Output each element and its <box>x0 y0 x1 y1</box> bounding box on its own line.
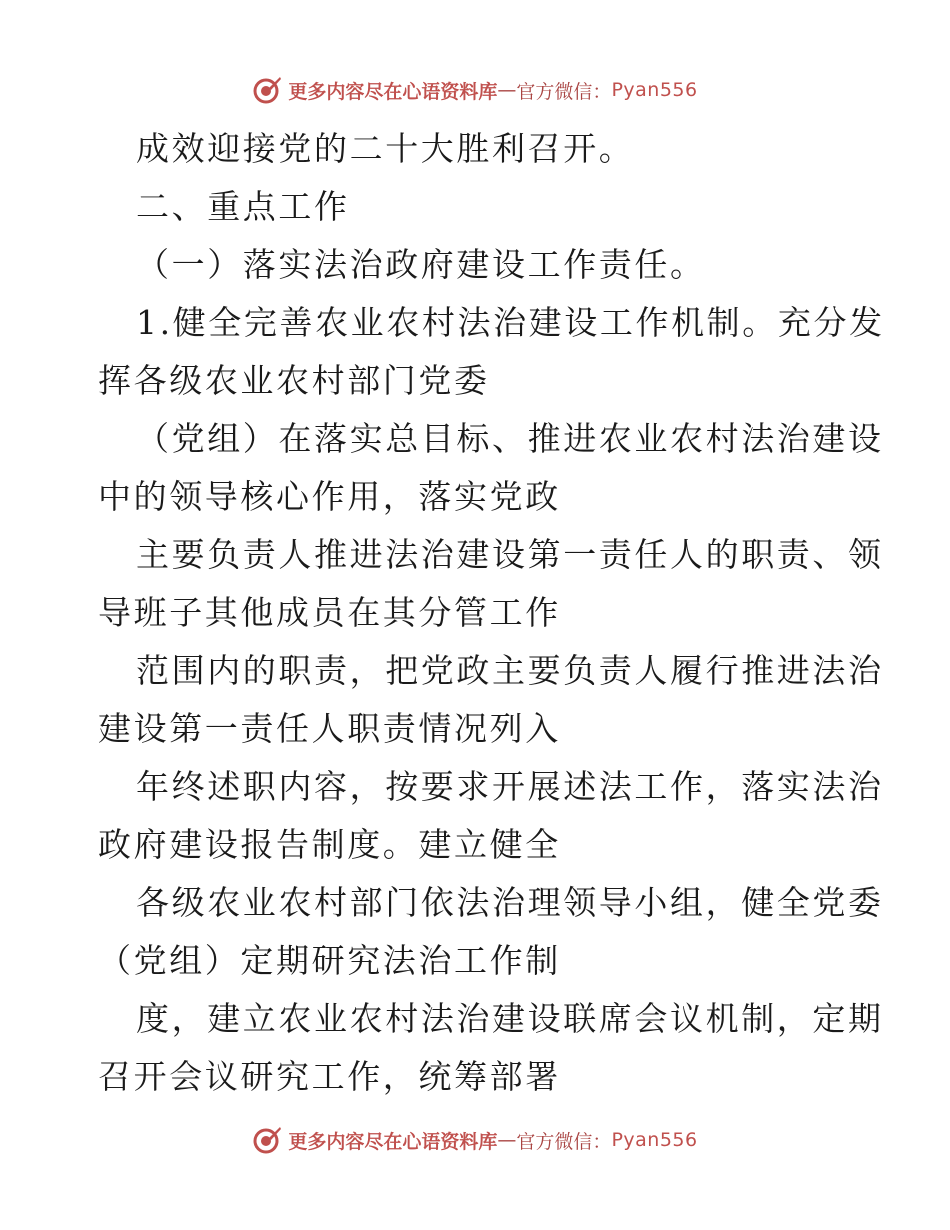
body-line: 中的领导核心作用，落实党政 <box>98 477 561 516</box>
watermark-account: Pyan556 <box>611 1129 698 1151</box>
header-watermark <box>0 70 950 110</box>
body-line: 1.健全完善农业农村法治建设工作机制。充分发 <box>136 303 885 342</box>
body-line: 度，建立农业农村法治建设联席会议机制，定期 <box>136 999 884 1038</box>
body-line: （党组）在落实总目标、推进农业农村法治建设 <box>136 419 884 458</box>
body-line: （党组）定期研究法治工作制 <box>98 941 561 980</box>
body-line: 政府建设报告制度。建立健全 <box>98 825 561 864</box>
document-body <box>98 120 885 1106</box>
body-line: 建设第一责任人职责情况列入 <box>98 709 561 748</box>
watermark-separator: — <box>497 1129 517 1151</box>
body-line: 成效迎接党的二十大胜利召开。 <box>136 129 635 168</box>
body-line: 导班子其他成员在其分管工作 <box>98 593 561 632</box>
subsection-heading: （一）落实法治政府建设工作责任。 <box>136 245 706 284</box>
pen-logo-icon <box>252 1125 282 1155</box>
pen-logo-icon <box>252 75 282 105</box>
body-line: 挥各级农业农村部门党委 <box>98 361 490 400</box>
body-line: 各级农业农村部门依法治理领导小组，健全党委 <box>136 883 884 922</box>
watermark-official-label: 官方微信： <box>516 1130 612 1153</box>
footer-watermark <box>0 1120 950 1160</box>
section-heading: 二、重点工作 <box>136 187 350 226</box>
body-line: 范围内的职责，把党政主要负责人履行推进法治 <box>136 651 884 690</box>
watermark-official-label: 官方微信： <box>516 80 612 103</box>
watermark-site-name: 更多内容尽在心语资料库 <box>288 1130 498 1153</box>
body-line: 召开会议研究工作，统筹部署 <box>98 1057 561 1096</box>
watermark-site-name: 更多内容尽在心语资料库 <box>288 80 498 103</box>
body-line: 年终述职内容，按要求开展述法工作，落实法治 <box>136 767 884 806</box>
body-line: 主要负责人推进法治建设第一责任人的职责、领 <box>136 535 884 574</box>
watermark-separator: — <box>497 79 517 101</box>
watermark-account: Pyan556 <box>611 79 698 101</box>
